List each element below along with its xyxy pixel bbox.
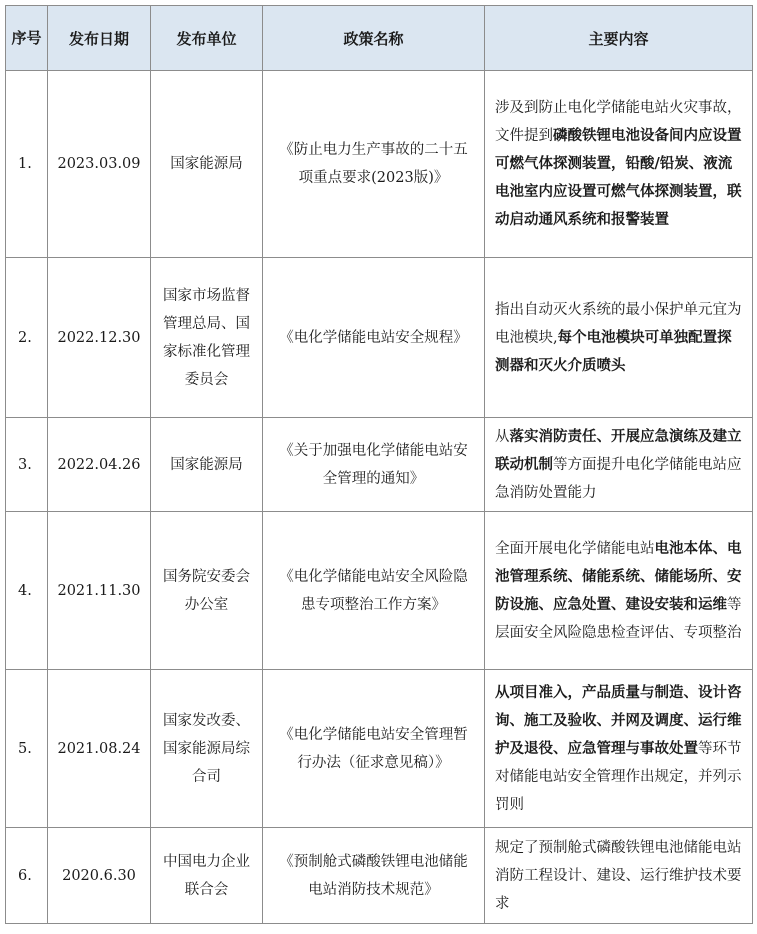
table-row — [6, 71, 753, 258]
row-policy: 《防止电力生产事故的二十五项重点要求(2023版)》 — [263, 71, 485, 258]
row-org: 国务院安委会办公室 — [151, 512, 263, 670]
row-content — [485, 670, 753, 828]
row-index: 5. — [6, 670, 48, 828]
header-row — [6, 6, 753, 71]
content-text: 等环节对储能电站安全管理作出规定，并列示罚则 — [495, 740, 742, 813]
row-org: 国家市场监督管理总局、国家标准化管理委员会 — [151, 258, 263, 418]
header-policy: 政策名称 — [263, 6, 485, 71]
row-org: 国家能源局 — [151, 418, 263, 512]
row-date: 2021.08.24 — [48, 670, 151, 828]
row-index: 3. — [6, 418, 48, 512]
content-text: 等层面安全风险隐患检查评估、专项整治 — [495, 596, 742, 641]
header-date: 发布日期 — [48, 6, 151, 71]
content-text: 规定了预制舱式磷酸铁锂电池储能电站消防工程设计、建设、运行维护技术要求 — [495, 839, 742, 912]
table-row — [6, 670, 753, 828]
content-text: 涉及到防止电化学储能电站火灾事故，文件提到 — [495, 100, 742, 144]
row-content — [485, 258, 753, 418]
table-row — [6, 828, 753, 924]
row-index: 6. — [6, 828, 48, 924]
row-policy: 《预制舱式磷酸铁锂电池储能电站消防技术规范》 — [263, 828, 485, 924]
row-policy: 《关于加强电化学储能电站安全管理的通知》 — [263, 418, 485, 512]
content-highlight: 磷酸铁锂电池设备间内应设置可燃气体探测装置，铅酸/铅炭、液流电池室内应设置可燃气体探测装置，联动启动通风系统和报警装置 — [495, 127, 742, 228]
row-index: 4. — [6, 512, 48, 670]
row-policy: 《电化学储能电站安全风险隐患专项整治工作方案》 — [263, 512, 485, 670]
content-text: 从 — [495, 428, 510, 445]
row-content — [485, 418, 753, 512]
table-row — [6, 418, 753, 512]
row-content — [485, 71, 753, 258]
row-date: 2022.04.26 — [48, 418, 151, 512]
row-policy: 《电化学储能电站安全规程》 — [263, 258, 485, 418]
header-org: 发布单位 — [151, 6, 263, 71]
row-date: 2021.11.30 — [48, 512, 151, 670]
content-highlight: 每个电池模块可单独配置探测器和灭火介质喷头 — [495, 328, 732, 374]
row-org: 中国电力企业联合会 — [151, 828, 263, 924]
header-content: 主要内容 — [485, 6, 753, 71]
row-date: 2022.12.30 — [48, 258, 151, 418]
row-org: 国家发改委、国家能源局综合司 — [151, 670, 263, 828]
row-date: 2023.03.09 — [48, 71, 151, 258]
content-text: 指出自动灭火系统的最小保护单元宜为电池模块, — [495, 301, 742, 346]
row-org: 国家能源局 — [151, 71, 263, 258]
content-highlight: 从项目准入，产品质量与制造、设计咨询、施工及验收、并网及调度、运行维护及退役、应急管理与事故处置 — [495, 683, 742, 757]
table-row — [6, 258, 753, 418]
row-index: 1. — [6, 71, 48, 258]
row-policy: 《电化学储能电站安全管理暂行办法（征求意见稿）》 — [263, 670, 485, 828]
policy-table — [5, 5, 753, 924]
content-text: 全面开展电化学储能电站 — [495, 540, 655, 557]
content-highlight: 落实消防责任、开展应急演练及建立联动机制 — [495, 427, 742, 473]
content-highlight: 电池本体、电池管理系统、储能系统、储能场所、安防设施、应急处置、建设安装和运维 — [495, 539, 742, 613]
row-date: 2020.6.30 — [48, 828, 151, 924]
content-text: 等方面提升电化学储能电站应急消防处置能力 — [495, 456, 742, 501]
row-content — [485, 512, 753, 670]
table-row — [6, 512, 753, 670]
row-content — [485, 828, 753, 924]
row-index: 2. — [6, 258, 48, 418]
header-index: 序号 — [6, 6, 48, 71]
